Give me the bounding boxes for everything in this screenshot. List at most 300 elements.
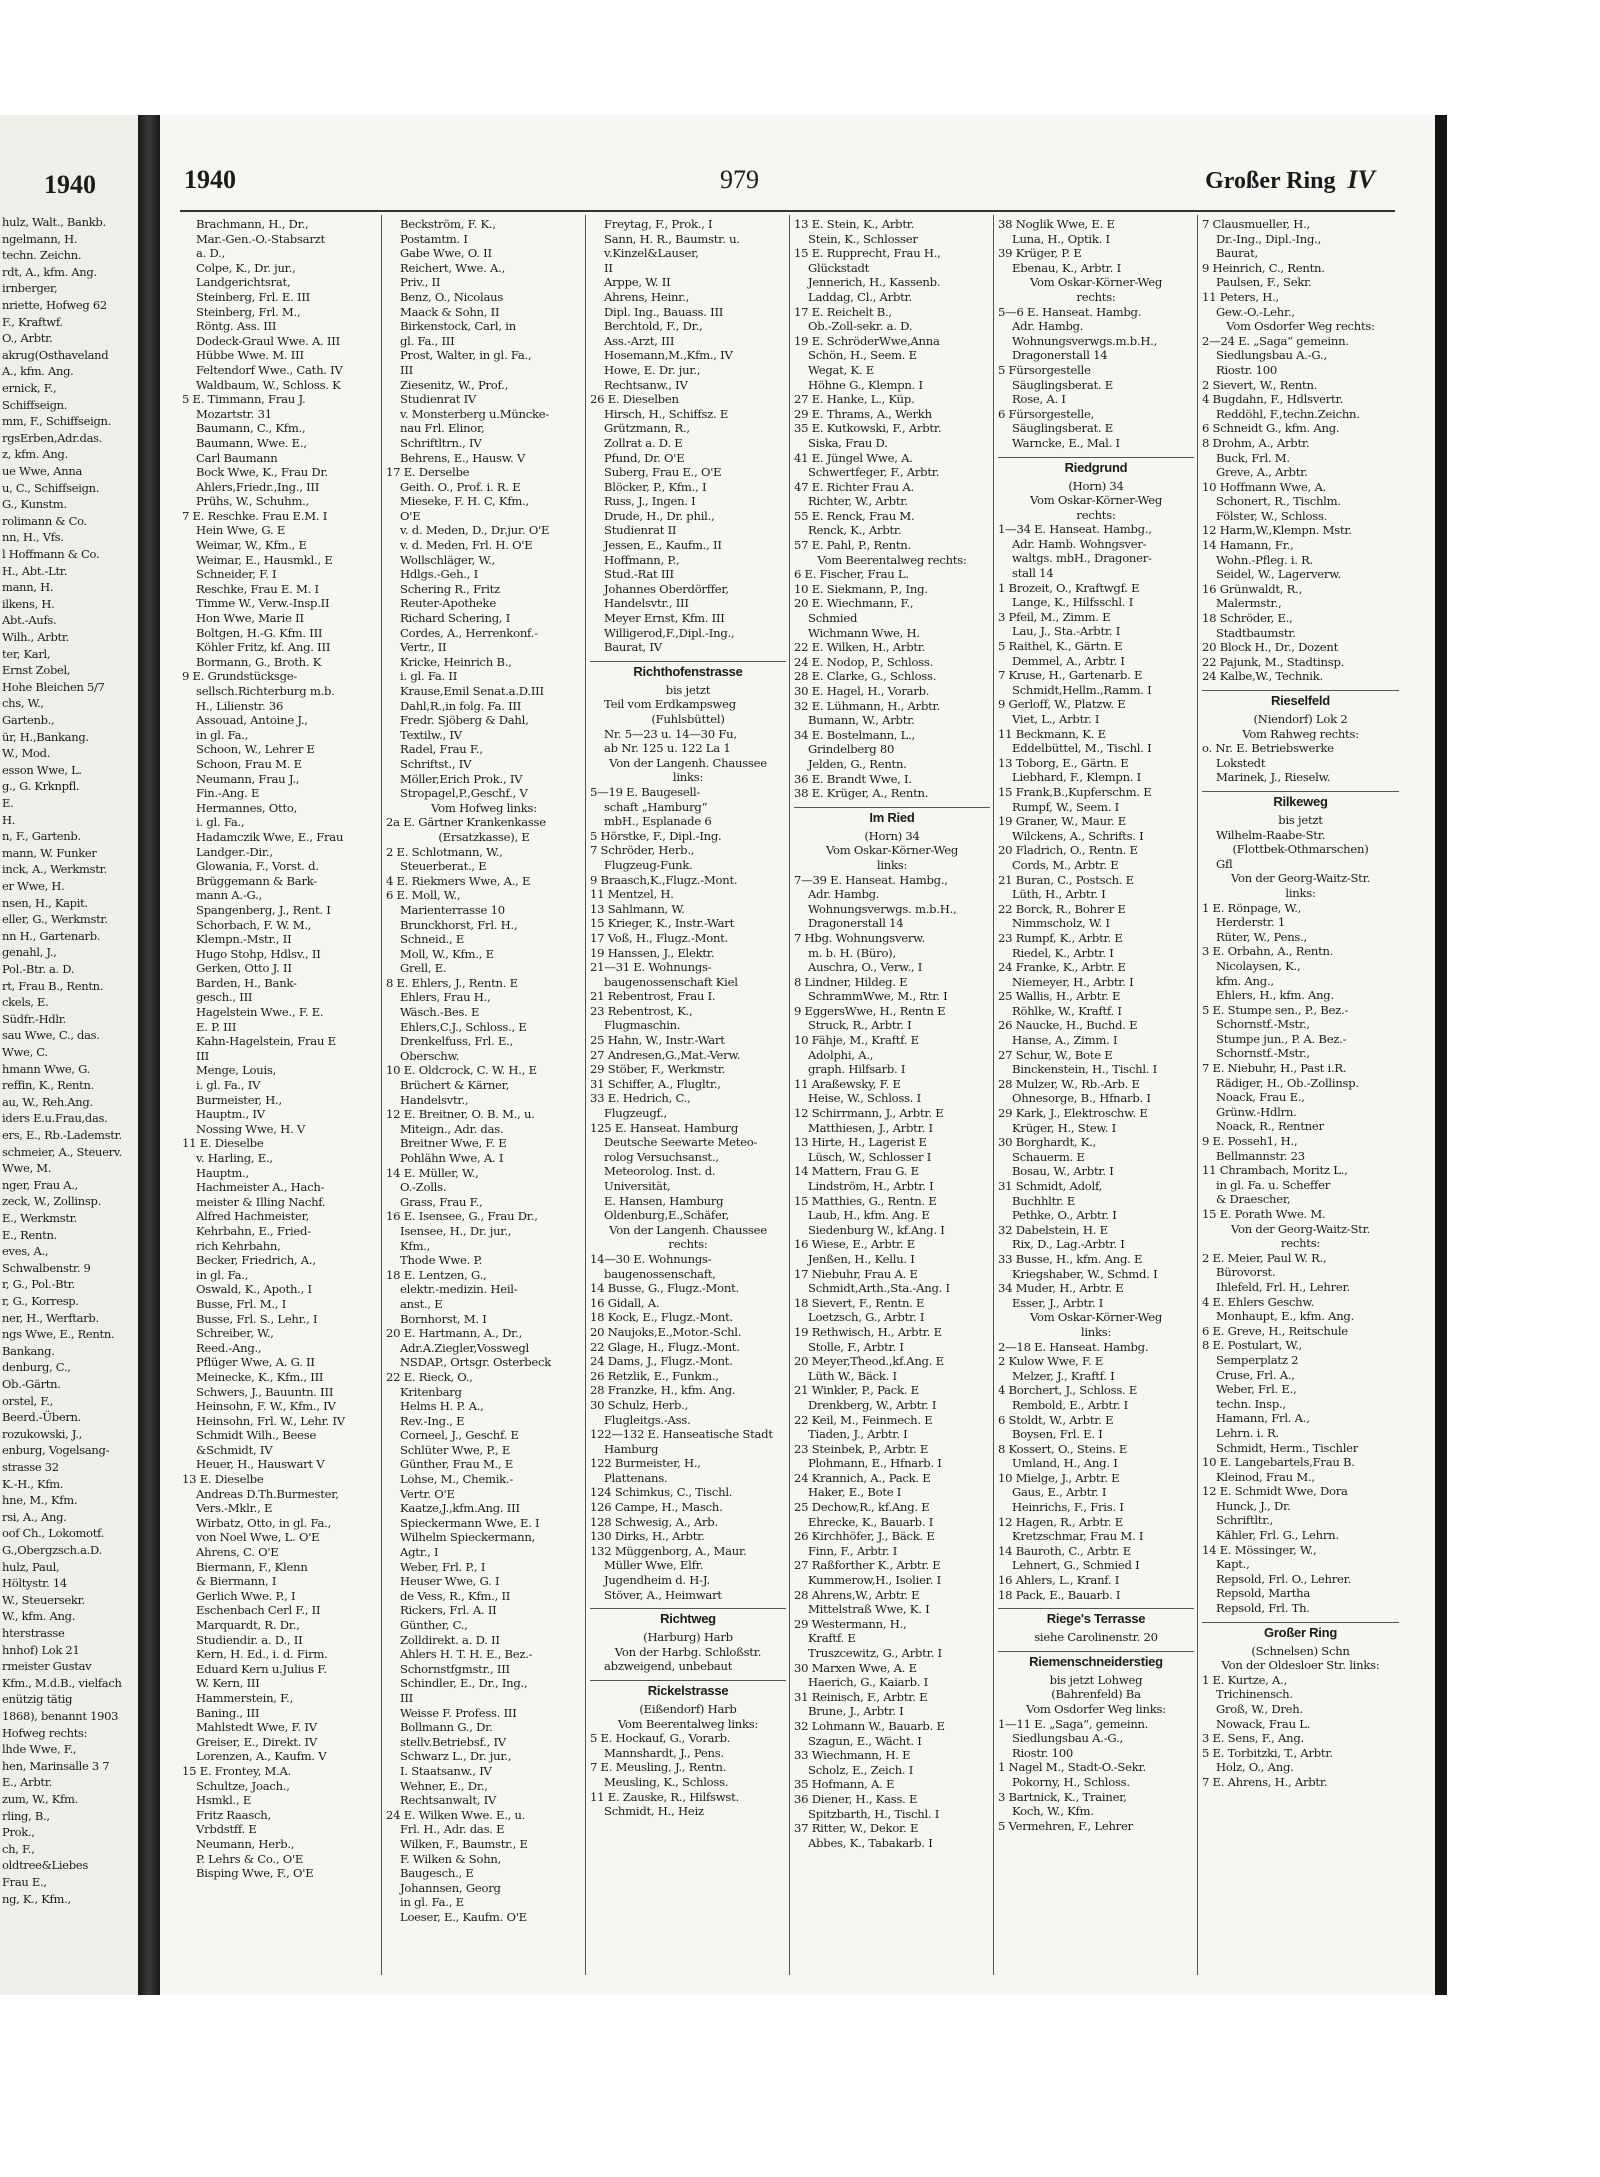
left-page-line: rozukowski, J., <box>2 1426 83 1441</box>
resident-entry: Breitner Wwe, F. E <box>400 1136 507 1151</box>
directory-note: bis jetzt Lohweg <box>1049 1672 1143 1687</box>
left-page-line: Abt.-Aufs. <box>2 613 57 628</box>
resident-entry: Kaatze,J.,kfm.Ang. III <box>400 1501 520 1516</box>
resident-entry: stall 14 <box>1012 566 1054 581</box>
house-entry: 5 E. Hockauf, G., Vorarb. <box>590 1731 731 1746</box>
resident-entry: Reuter-Apotheke <box>400 596 496 611</box>
resident-entry: Lüth, H., Arbtr. I <box>1012 887 1106 902</box>
resident-entry: Schwers, J., Bauuntn. III <box>196 1384 334 1399</box>
house-entry: 24 Dams, J., Flugz.-Mont. <box>590 1354 733 1369</box>
street-heading: Im Ried <box>794 807 990 829</box>
house-entry: 34 E. Bostelmann, L., <box>794 727 915 742</box>
resident-entry: mbH., Esplanade 6 <box>604 814 712 829</box>
resident-entry: Haker, E., Bote I <box>808 1485 902 1500</box>
resident-entry: Spitzbarth, H., Tischl. I <box>808 1806 940 1821</box>
left-page-line: E., Arbtr. <box>2 1775 53 1790</box>
house-entry: 17 E. Reichelt B., <box>794 304 892 319</box>
house-entry: 5 Fürsorgestelle <box>998 362 1091 377</box>
house-entry: 12 Harm,W.,Klempn. Mstr. <box>1202 523 1352 538</box>
directory-note: (Ersatzkasse), E <box>438 829 530 844</box>
resident-entry: Kretzschmar, Frau M. I <box>1012 1529 1144 1544</box>
directory-note: (Niendorf) Lok 2 <box>1253 712 1348 726</box>
resident-entry: Hachmeister A., Hach- <box>196 1180 325 1195</box>
resident-entry: Weber, Frl. P., I <box>400 1559 486 1574</box>
left-page-line: Ernst Zobel, <box>2 663 71 678</box>
resident-entry: Meinecke, K., Kfm., III <box>196 1369 324 1384</box>
house-entry: 9 E. Posseh1, H., <box>1202 1134 1298 1149</box>
resident-entry: Bumann, W., Arbtr. <box>808 713 915 728</box>
resident-entry: Heuser Wwe, G. I <box>400 1574 500 1589</box>
street-name: Großer Ring <box>1205 168 1336 194</box>
left-page-line: Prok., <box>2 1825 35 1840</box>
resident-entry: Adr. Hambg. <box>1012 319 1084 334</box>
resident-entry: Neumann, Herb., <box>196 1836 295 1851</box>
house-entry: 17 Voß, H., Flugz.-Mont. <box>590 930 729 945</box>
left-page-line: ckels, E. <box>2 995 49 1010</box>
resident-entry: Dragonerstall 14 <box>1012 348 1108 363</box>
resident-entry: Glowania, F., Vorst. d. <box>196 859 319 874</box>
house-entry: 33 Wiechmann, H. E <box>794 1748 911 1763</box>
left-page-line: Schiffseign. <box>2 397 68 412</box>
house-entry: 5 E. Timmann, Frau J. <box>182 392 306 407</box>
resident-entry: Radel, Frau F., <box>400 742 483 757</box>
resident-entry: Bellmannstr. 23 <box>1216 1148 1305 1163</box>
house-entry: 35 E. Kutkowski, F., Arbtr. <box>794 421 942 436</box>
resident-entry: Flugleitgs.-Ass. <box>604 1412 691 1427</box>
resident-entry: Mittelstraß Wwe, K. I <box>808 1602 930 1617</box>
house-entry: 6 Fürsorgestelle, <box>998 406 1095 421</box>
resident-entry: i. gl. Fa. II <box>400 669 458 684</box>
directory-note: (Bahrenfeld) Ba <box>1051 1687 1141 1702</box>
resident-entry: Johannsen, Georg <box>400 1880 501 1895</box>
resident-entry: O.-Zolls. <box>400 1180 447 1195</box>
left-page-line: ngelmann, H. <box>2 231 78 246</box>
left-page-line: zeck, W., Zollinsp. <box>2 1194 101 1209</box>
house-entry: 36 Diener, H., Kass. E <box>794 1791 918 1806</box>
resident-entry: Schriftltrn., IV <box>400 435 482 450</box>
resident-entry: in gl. Fa. u. Scheffer <box>1216 1177 1330 1192</box>
resident-entry: Kähler, Frl. G., Lehrn. <box>1216 1528 1339 1543</box>
house-entry: 27 E. Hanke, L., Küp. <box>794 392 915 407</box>
house-entry: 5 Hörstke, F., Dipl.-Ing. <box>590 828 722 843</box>
resident-entry: Schriftst., IV <box>400 756 472 771</box>
resident-entry: v. Monsterberg u.Müncke- <box>400 406 550 421</box>
street-heading: Richthofenstrasse <box>590 661 786 683</box>
resident-entry: Dahl,R.,in folg. Fa. III <box>400 698 522 713</box>
resident-entry: waltgs. mbH., Dragoner- <box>1012 551 1152 566</box>
house-entry: 15 Matthies, G., Rentn. E <box>794 1193 937 1208</box>
resident-entry: Becker, Friedrich, A., <box>196 1253 316 1268</box>
house-entry: 9 E. Grundstücksge- <box>182 669 298 684</box>
directory-note: siehe Carolinenstr. 20 <box>1034 1630 1158 1645</box>
resident-entry: Lohse, M., Chemik.- <box>400 1472 514 1487</box>
resident-entry: Auschra, O., Verw., I <box>808 960 923 975</box>
house-entry: 126 Campe, H., Masch. <box>590 1500 723 1515</box>
house-entry: 14 Hamann, Fr., <box>1202 538 1294 553</box>
house-entry: 28 Mulzer, W., Rb.-Arb. E <box>998 1076 1140 1091</box>
resident-entry: Brune, J., Arbtr. I <box>808 1704 904 1719</box>
resident-entry: Heinrichs, F., Fris. I <box>1012 1500 1124 1515</box>
resident-entry: Säuglingsberat. E <box>1012 421 1113 436</box>
resident-entry: Landger.-Dir., <box>196 844 273 859</box>
left-page-line: Südfr.-Hdlr. <box>2 1011 67 1026</box>
left-page-line: inck, A., Werkmstr. <box>2 862 107 877</box>
resident-entry: Brunckhorst, Frl. H., <box>400 917 518 932</box>
resident-entry: Andreas D.Th.Burmester, <box>196 1486 339 1501</box>
resident-entry: de Vess, R., Kfm., II <box>400 1588 511 1603</box>
left-page-line: W., kfm. Ang. <box>2 1609 76 1624</box>
house-entry: 22 E. Rieck, O., <box>386 1369 473 1384</box>
left-page-line: H., Abt.-Ltr. <box>2 563 68 578</box>
resident-entry: Grell, E. <box>400 961 447 976</box>
house-entry: 23 Rebentrost, K., <box>590 1003 693 1018</box>
resident-entry: Laddag, Cl., Arbtr. <box>808 289 912 304</box>
resident-entry: Arppe, W. II <box>604 275 671 290</box>
resident-entry: Meteorolog. Inst. d. <box>604 1164 716 1179</box>
house-entry: 22 E. Wilken, H., Arbtr. <box>794 640 926 655</box>
left-page-line: eller, G., Werkmstr. <box>2 912 108 927</box>
resident-entry: Schmidt, H., Heiz <box>604 1804 704 1819</box>
directory-note: Von der Oldesloer Str. links: <box>1221 1658 1380 1673</box>
left-page-line: ue Wwe, Anna <box>2 464 83 478</box>
house-entry: 125 E. Hanseat. Hamburg <box>590 1120 739 1135</box>
resident-entry: Behrens, E., Hausw. V <box>400 450 526 465</box>
resident-entry: Heinsohn, F. W., Kfm., IV <box>196 1399 336 1414</box>
house-entry: 2—18 E. Hanseat. Hambg. <box>998 1339 1149 1354</box>
resident-entry: Fredr. Sjöberg & Dahl, <box>400 713 529 728</box>
resident-entry: Baugesch., E <box>400 1866 474 1881</box>
left-page-line: mann, W. Funker <box>2 845 97 860</box>
left-page-line: nsen, H., Kapit. <box>2 895 88 910</box>
house-entry: 23 Steinbek, P., Arbtr. E <box>794 1441 929 1456</box>
house-entry: 10 Mielge, J., Arbtr. E <box>998 1470 1120 1485</box>
resident-entry: Wirbatz, Otto, in gl. Fa., <box>196 1515 332 1530</box>
left-page-line: rling, B., <box>2 1808 50 1823</box>
left-page-line: l Hoffmann & Co. <box>2 547 100 561</box>
left-page-line: F., Kraftwf. <box>2 314 63 329</box>
house-entry: 3 Bartnick, K., Trainer, <box>998 1789 1127 1804</box>
left-page-line: E., Rentn. <box>2 1227 57 1242</box>
resident-entry: Günther, Frau M., E <box>400 1457 514 1472</box>
house-entry: 19 Graner, W., Maur. E <box>998 814 1126 829</box>
left-page-line: ch, F., <box>2 1841 35 1856</box>
resident-entry: Luna, H., Optik. I <box>1012 231 1110 246</box>
house-entry: 2 Sievert, W., Rentn. <box>1202 377 1318 392</box>
directory-note: Von der Georg-Waitz-Str. <box>1230 1221 1371 1236</box>
house-entry: 18 Schröder, E., <box>1202 611 1293 626</box>
directory-note: links: <box>672 770 704 785</box>
resident-entry: Lindström, H., Arbtr. I <box>808 1179 934 1193</box>
resident-entry: Riostr. 100 <box>1216 362 1278 377</box>
resident-entry: Riedel, K., Arbtr. I <box>1012 945 1114 960</box>
resident-entry: Viet, L., Arbtr. I <box>1012 712 1100 726</box>
house-entry: 16 Ahlers, L., Kranf. I <box>998 1573 1120 1588</box>
house-entry: 28 E. Clarke, G., Schloss. <box>794 669 937 684</box>
resident-entry: Baumann, Wwe. E., <box>196 435 307 450</box>
left-page-line: au, W., Reh.Ang. <box>2 1094 93 1109</box>
resident-entry: Matthiesen, J., Arbtr. I <box>808 1120 933 1135</box>
resident-entry: Brachmann, H., Dr., <box>196 217 309 231</box>
resident-entry: Krause,Emil Senat.a.D.III <box>400 684 544 698</box>
house-entry: 21—31 E. Wohnungs- <box>590 960 712 975</box>
resident-entry: Schwarz L., Dr. jur., <box>400 1749 512 1764</box>
resident-entry: SchrammWwe, M., Rtr. I <box>808 989 948 1004</box>
resident-entry: O'E <box>400 508 421 523</box>
resident-entry: Struck, R., Arbtr. I <box>808 1018 912 1033</box>
resident-entry: Thode Wwe. P. <box>400 1253 483 1268</box>
resident-entry: Schwertfeger, F., Arbtr. <box>808 465 940 480</box>
resident-entry: Weber, Frl. E., <box>1216 1382 1297 1397</box>
house-entry: 22 Glage, H., Flugz.-Mont. <box>590 1339 740 1354</box>
house-entry: 22 Pajunk, M., Stadtinsp. <box>1202 654 1345 669</box>
resident-entry: Bormann, G., Broth. K <box>196 654 322 669</box>
resident-entry: Trichinensch. <box>1216 1687 1293 1702</box>
house-entry: 32 Dabelstein, H. E <box>998 1222 1108 1237</box>
resident-entry: Drenkberg, W., Arbtr. I <box>808 1397 937 1412</box>
resident-entry: Ob.-Zoll-sekr. a. D. <box>808 319 913 334</box>
resident-entry: Wichmann Wwe, H. <box>808 625 920 640</box>
resident-entry: v. Harling, E., <box>196 1151 273 1165</box>
street-heading: Riedgrund <box>998 457 1194 479</box>
resident-entry: II <box>604 260 613 275</box>
resident-entry: Nossing Wwe, H. V <box>196 1121 305 1136</box>
resident-entry: Schmidt,Arth.,Sta.-Ang. I <box>808 1281 950 1296</box>
house-entry: 1—11 E. „Saga“, gemeinn. <box>998 1716 1149 1731</box>
resident-entry: Tiaden, J., Arbtr. I <box>808 1427 908 1442</box>
house-entry: 1 Brozeit, O., Kraftwgf. E <box>998 580 1140 595</box>
resident-entry: Melzer, J., Kraftf. I <box>1012 1368 1115 1383</box>
resident-entry: Maack & Sohn, II <box>400 304 500 319</box>
house-entry: 26 Naucke, H., Buchd. E <box>998 1018 1138 1033</box>
resident-entry: graph. Hilfsarb. I <box>808 1062 906 1077</box>
resident-entry: Rix, D., Lag.-Arbtr. I <box>1012 1237 1125 1252</box>
resident-entry: Weimar, W., Kfm., E <box>196 538 307 553</box>
resident-entry: Lange, K., Hilfsschl. I <box>1012 595 1134 610</box>
house-entry: 26 E. Dieselben <box>590 392 679 407</box>
resident-entry: Köhler Fritz, kf. Ang. III <box>196 640 331 655</box>
left-page-line: r, G., Pol.-Btr. <box>2 1277 75 1292</box>
resident-entry: Timme W., Verw.-Insp.II <box>196 596 330 611</box>
resident-entry: Wohn.-Pfleg. i. R. <box>1216 552 1314 567</box>
house-entry: 8 Drohm, A., Arbtr. <box>1202 435 1310 450</box>
left-page-line: rdt, A., kfm. Ang. <box>2 264 97 279</box>
house-entry: 36 E. Brandt Wwe, I. <box>794 771 912 786</box>
directory-note: Vom Osdorfer Weg links: <box>1026 1702 1166 1716</box>
house-entry: 13 Toborg, E., Gärtn. E <box>998 755 1129 770</box>
house-entry: 21 Winkler, P., Pack. E <box>794 1383 919 1398</box>
house-entry: 5 E. Torbitzki, T., Arbtr. <box>1202 1745 1333 1760</box>
house-entry: 7 Clausmueller, H., <box>1202 217 1310 231</box>
resident-entry: Ihlefeld, Frl. H., Lehrer. <box>1216 1279 1350 1294</box>
resident-entry: Corneel, J., Geschf. E <box>400 1428 519 1443</box>
resident-entry: Jenßen, H., Kellu. I <box>808 1251 915 1266</box>
resident-entry: gl. Fa., III <box>400 333 455 348</box>
resident-entry: Haerich, G., Kaiarb. I <box>808 1675 928 1690</box>
house-entry: 38 Noglik Wwe, E. E <box>998 217 1115 231</box>
resident-entry: Ass.-Arzt, III <box>604 333 675 348</box>
left-page-line: oof Ch., Lokomotf. <box>2 1526 104 1541</box>
left-page-line: 1868), benannt 1903 <box>2 1709 119 1723</box>
resident-entry: III <box>400 1690 413 1705</box>
resident-entry: Universität, <box>604 1179 671 1193</box>
resident-entry: Schorbach, F. W. M., <box>196 917 312 932</box>
resident-entry: elektr.-medizin. Heil- <box>400 1282 518 1297</box>
resident-entry: Schauerm. E <box>1012 1149 1085 1164</box>
left-page-line: Wwe, C. <box>2 1045 48 1059</box>
house-entry: 1 Nagel M., Stadt-O.-Sekr. <box>998 1760 1146 1775</box>
house-entry: 20 Meyer,Theod.,kf.Ang. E <box>794 1354 944 1369</box>
house-entry: 33 Busse, H., kfm. Ang. E <box>998 1251 1143 1266</box>
house-entry: 3 E. Sens, F., Ang. <box>1202 1731 1304 1746</box>
resident-entry: Busse, Frl. S., Lehr., I <box>196 1311 318 1326</box>
directory-note: Vom Oskar-Körner-Weg <box>825 843 959 858</box>
directory-note: (Horn) 34 <box>864 828 920 843</box>
resident-entry: Gabe Wwe, O. II <box>400 246 492 261</box>
resident-entry: Noack, R., Rentner <box>1216 1119 1324 1134</box>
left-page-line: mann, H. <box>2 580 54 595</box>
house-entry: 15 Krieger, K., Instr.-Wart <box>590 916 735 931</box>
resident-entry: rich Kehrbahn, <box>196 1238 281 1253</box>
directory-note: rechts: <box>668 1237 708 1252</box>
left-page-line: W., Mod. <box>2 746 51 761</box>
resident-entry: Handelsvtr., III <box>604 596 689 611</box>
house-entry: 3 E. Orbahn, A., Rentn. <box>1202 944 1334 959</box>
resident-entry: Rüter, W., Pens., <box>1216 929 1307 944</box>
resident-entry: Koch, W., Kfm. <box>1012 1804 1094 1819</box>
directory-note: (Schnelsen) Schn <box>1251 1643 1350 1658</box>
house-entry: 11 E. Zauske, R., Hilfswst. <box>590 1789 739 1804</box>
left-page-line: n, F., Gartenb. <box>2 829 81 844</box>
resident-entry: Richard Schering, I <box>400 611 511 626</box>
resident-entry: Meusling, K., Schloss. <box>604 1774 729 1789</box>
house-entry: 7 E. Ahrens, H., Arbtr. <box>1202 1774 1328 1789</box>
resident-entry: Lehnert, G., Schmied I <box>1012 1558 1140 1573</box>
resident-entry: anst., E <box>400 1296 443 1311</box>
resident-entry: Rumpf, W., Seem. I <box>1012 799 1119 814</box>
resident-entry: Heuer, H., Hauswart V <box>196 1457 325 1472</box>
house-entry: 124 Schimkus, C., Tischl. <box>590 1485 733 1500</box>
left-page-line: techn. Zeichn. <box>2 248 82 263</box>
resident-entry: Alfred Hachmeister, <box>196 1209 310 1224</box>
left-page-fragment <box>0 115 144 1995</box>
resident-entry: Esser, J., Arbtr. I <box>1012 1295 1104 1310</box>
resident-entry: Priv., II <box>400 275 441 290</box>
directory-note: Vom Hofweg links: <box>431 800 537 815</box>
resident-entry: & Draescher, <box>1216 1192 1291 1207</box>
left-page-line: ür, H.,Bankang. <box>2 729 89 744</box>
resident-entry: Greve, A., Arbtr. <box>1216 465 1308 480</box>
resident-entry: Weisse F. Profess. III <box>400 1705 517 1720</box>
resident-entry: Meyer Ernst, Kfm. III <box>604 611 725 626</box>
resident-entry: & Biermann, I <box>196 1574 277 1589</box>
left-page-line: Gartenb., <box>2 713 55 727</box>
resident-entry: Vrbdstff. E <box>196 1822 257 1837</box>
resident-entry: Buck, Frl. M. <box>1216 450 1290 465</box>
house-entry: 15 Frank,B.,Kupferschm. E <box>998 784 1152 799</box>
house-entry: 14 Mattern, Frau G. E <box>794 1164 919 1179</box>
left-page-line: er Wwe, H. <box>2 879 65 893</box>
left-page-line: sau Wwe, C., das. <box>2 1028 100 1043</box>
house-entry: 8 Kossert, O., Steins. E <box>998 1441 1128 1456</box>
resident-entry: baugenossenschaft, <box>604 1266 716 1281</box>
running-street-title <box>1205 165 1375 195</box>
resident-entry: Kummerow,H., Isolier. I <box>808 1573 941 1588</box>
street-heading: Rilkeweg <box>1202 791 1399 813</box>
house-entry: 29 Westermann, H., <box>794 1616 907 1631</box>
left-page-line: W., Steuersekr. <box>2 1592 85 1607</box>
resident-entry: Günther, C., <box>400 1618 468 1632</box>
resident-entry: Schmidt, Herm., Tischler <box>1216 1440 1359 1455</box>
house-entry: 23 Rumpf, K., Arbtr. E <box>998 930 1123 945</box>
house-entry: 37 Ritter, W., Dekor. E <box>794 1821 919 1836</box>
resident-entry: Nowack, Frau L. <box>1216 1716 1311 1731</box>
house-entry: 18 Sievert, F., Rentn. E <box>794 1295 925 1310</box>
resident-entry: Prost, Walter, in gl. Fa., <box>400 348 532 363</box>
resident-entry: Heise, W., Schloss. I <box>808 1091 921 1106</box>
house-entry: 1 E. Kurtze, A., <box>1202 1672 1288 1687</box>
house-entry: 38 E. Krüger, A., Rentn. <box>794 786 929 801</box>
column-4 <box>790 215 994 1975</box>
left-page-line: Wilh., Arbtr. <box>2 630 70 644</box>
resident-entry: meister & Illing Nachf. <box>196 1194 326 1209</box>
resident-entry: Hsmkl., E <box>196 1793 252 1808</box>
resident-entry: mann A.-G., <box>196 888 262 903</box>
resident-entry: Höhne G., Klempn. I <box>808 377 923 392</box>
resident-entry: Barden, H., Bank- <box>196 975 297 990</box>
resident-entry: Handelsvtr., <box>400 1092 469 1107</box>
resident-entry: F. Wilken & Sohn, <box>400 1851 502 1866</box>
resident-entry: Fölster, W., Schloss. <box>1216 508 1328 523</box>
house-entry: 25 Hahn, W., Instr.-Wart <box>590 1033 725 1048</box>
house-entry: 6 E. Moll, W., <box>386 888 461 903</box>
left-page-line: rsi, A., Ang. <box>2 1509 67 1524</box>
resident-entry: Kritenbarg <box>400 1384 462 1399</box>
house-entry: 122 Burmeister, H., <box>590 1456 701 1471</box>
left-page-line: hulz, Paul, <box>2 1559 60 1574</box>
house-entry: 10 E. Langebartels,Frau B. <box>1202 1455 1355 1470</box>
house-entry: 2 E. Meier, Paul W. R., <box>1202 1250 1327 1265</box>
house-entry: 3 Pfeil, M., Zimm. E <box>998 609 1111 624</box>
resident-entry: in gl. Fa., <box>196 1267 249 1282</box>
house-entry: 6 E. Fischer, Frau L. <box>794 567 909 582</box>
resident-entry: Rev.-Ing., E <box>400 1413 465 1428</box>
house-entry: 11 E. Dieselbe <box>182 1136 264 1151</box>
left-page-line: Bankang. <box>2 1343 55 1358</box>
house-entry: 14 E. Müller, W., <box>386 1165 479 1180</box>
house-entry: 19 Rethwisch, H., Arbtr. E <box>794 1324 942 1339</box>
left-page-line: g., G. Krknpfl. <box>2 779 80 794</box>
house-entry: 5 Raithel, K., Gärtn. E <box>998 639 1123 654</box>
left-page-line: H. <box>2 812 16 827</box>
resident-entry: Malermstr., <box>1216 596 1282 611</box>
house-entry: 7 Schröder, Herb., <box>590 843 695 858</box>
house-entry: 10 Fähje, M., Kraftf. E <box>794 1033 919 1048</box>
left-page-line: Pol.-Btr. a. D. <box>2 962 75 976</box>
resident-entry: Bock Wwe, K., Frau Dr. <box>196 465 328 480</box>
resident-entry: Cords, M., Arbtr. E <box>1012 857 1119 872</box>
resident-entry: Lorenzen, A., Kaufm. V <box>196 1749 327 1764</box>
resident-entry: Röntg. Ass. III <box>196 319 277 334</box>
directory-note: (Fuhlsbüttel) <box>651 712 725 726</box>
resident-entry: Hamann, Frl. A., <box>1216 1411 1310 1426</box>
resident-entry: Landgerichtsrat, <box>196 275 291 290</box>
resident-entry: Richter, W., Arbtr. <box>808 494 908 509</box>
resident-entry: Spieckermann Wwe, E. I <box>400 1515 540 1530</box>
resident-entry: Mar.-Gen.-O.-Stabsarzt <box>196 231 325 246</box>
resident-entry: Steinberg, Frl. E. III <box>196 289 310 304</box>
house-entry: 13 E. Dieselbe <box>182 1472 264 1487</box>
resident-entry: Schreiber, W., <box>196 1326 274 1341</box>
